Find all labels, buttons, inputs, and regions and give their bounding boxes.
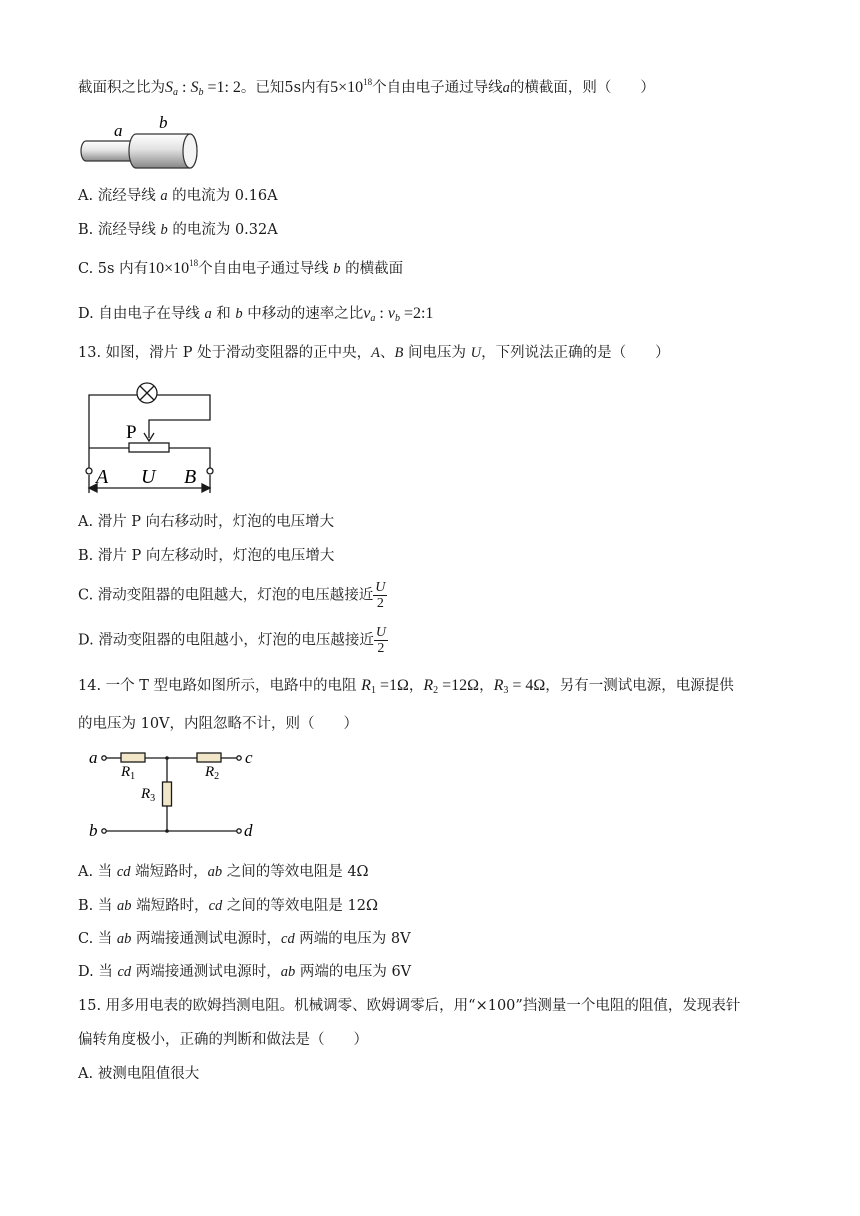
q13-option-a[interactable]: A. 滑片 P 向右移动时，灯泡的电压增大 bbox=[78, 514, 335, 530]
resistor-r1 bbox=[121, 753, 145, 762]
resistor-r2 bbox=[197, 753, 221, 762]
q13-option-b[interactable]: B. 滑片 P 向左移动时，灯泡的电压增大 bbox=[78, 548, 335, 564]
q14-option-a[interactable]: A. 当 cd 端短路时，ab 之间的等效电阻是 4Ω bbox=[78, 864, 369, 880]
rheostat-circuit-figure bbox=[80, 378, 220, 500]
question-14-stem-line-1: 14. 一个 T 型电路如图所示，电路中的电阻 $R_1 =1\Omega$，$R_2 =12\Omega$，$R_3 = 4\Omega$，另有一测试电源，电源提供 bbox=[78, 677, 734, 696]
q12-option-b[interactable]: B. 流经导线 b 的电流为 0.32A bbox=[78, 222, 278, 238]
q14-option-c[interactable]: C. 当 ab 两端接通测试电源时，cd 两端的电压为 8V bbox=[78, 931, 411, 947]
question-12-stem-tail: 截面积之比为$S_a$ : $S_b =1$: 2。已知5s内有$5\times 10^{18}$个自由电子通过导线a的横截面，则（ ） bbox=[78, 77, 655, 98]
r1-label: $R_1$ bbox=[121, 764, 136, 782]
terminal-c-label: c bbox=[245, 748, 253, 767]
question-15-stem-line-1: 15. 用多用电表的欧姆挡测电阻。机械调零、欧姆调零后，用“×100”挡测量一个电阻的阻值，发现表针 bbox=[78, 998, 741, 1014]
q13-option-d[interactable]: D. 滑动变阻器的电阻越小，灯泡的电压越接近 $\frac{U}{2}$ bbox=[78, 625, 386, 656]
terminal-b-label: b bbox=[89, 821, 98, 840]
question-13-stem: 13. 如图，滑片 P 处于滑动变阻器的正中央，A、B 间电压为 U，下列说法正确的是（ ） bbox=[78, 345, 670, 361]
fraction-u-over-2: $\frac{U}{2}$ bbox=[375, 580, 386, 611]
terminal-a-label: A bbox=[96, 466, 109, 488]
voltage-u-label: U bbox=[141, 466, 156, 488]
q12-option-a[interactable]: A. 流经导线 a 的电流为 0.16A bbox=[78, 188, 278, 204]
terminal-a-label: a bbox=[89, 748, 98, 767]
wire-a-label: a bbox=[114, 121, 123, 140]
r3-label: $R_3$ bbox=[141, 786, 156, 804]
t-circuit-figure bbox=[84, 744, 264, 840]
q12-option-c[interactable]: C. 5s 内有$10\times 10^{18}$个自由电子通过导线 b 的横截面 bbox=[78, 258, 404, 277]
q13-option-c[interactable]: C. 滑动变阻器的电阻越大，灯泡的电压越接近 $\frac{U}{2}$ bbox=[78, 580, 386, 611]
rheostat-resistor bbox=[129, 443, 169, 452]
q14-option-b[interactable]: B. 当 ab 端短路时，cd 之间的等效电阻是 12Ω bbox=[78, 898, 378, 914]
wire-cylinder-figure bbox=[78, 112, 208, 174]
resistor-r3 bbox=[163, 782, 172, 806]
slider-p-label: P bbox=[126, 422, 137, 443]
question-14-stem-line-2: 的电压为 10V，内阻忽略不计，则（ ） bbox=[78, 716, 359, 732]
wire-b-label: b bbox=[159, 113, 168, 132]
fraction-u-over-2: $\frac{U}{2}$ bbox=[375, 625, 386, 656]
q15-option-a[interactable]: A. 被测电阻值很大 bbox=[78, 1066, 200, 1082]
question-15-stem-line-2: 偏转角度极小，正确的判断和做法是（ ） bbox=[78, 1032, 368, 1048]
q12-option-d[interactable]: D. 自由电子在导线 a 和 b 中移动的速率之比$v_a$ : $v_b$ =2:1 bbox=[78, 305, 434, 324]
q14-option-d[interactable]: D. 当 cd 两端接通测试电源时，ab 两端的电压为 6V bbox=[78, 964, 412, 980]
r2-label: $R_2$ bbox=[205, 764, 220, 782]
terminal-b-label: B bbox=[184, 466, 197, 488]
terminal-d-label: d bbox=[244, 821, 253, 840]
